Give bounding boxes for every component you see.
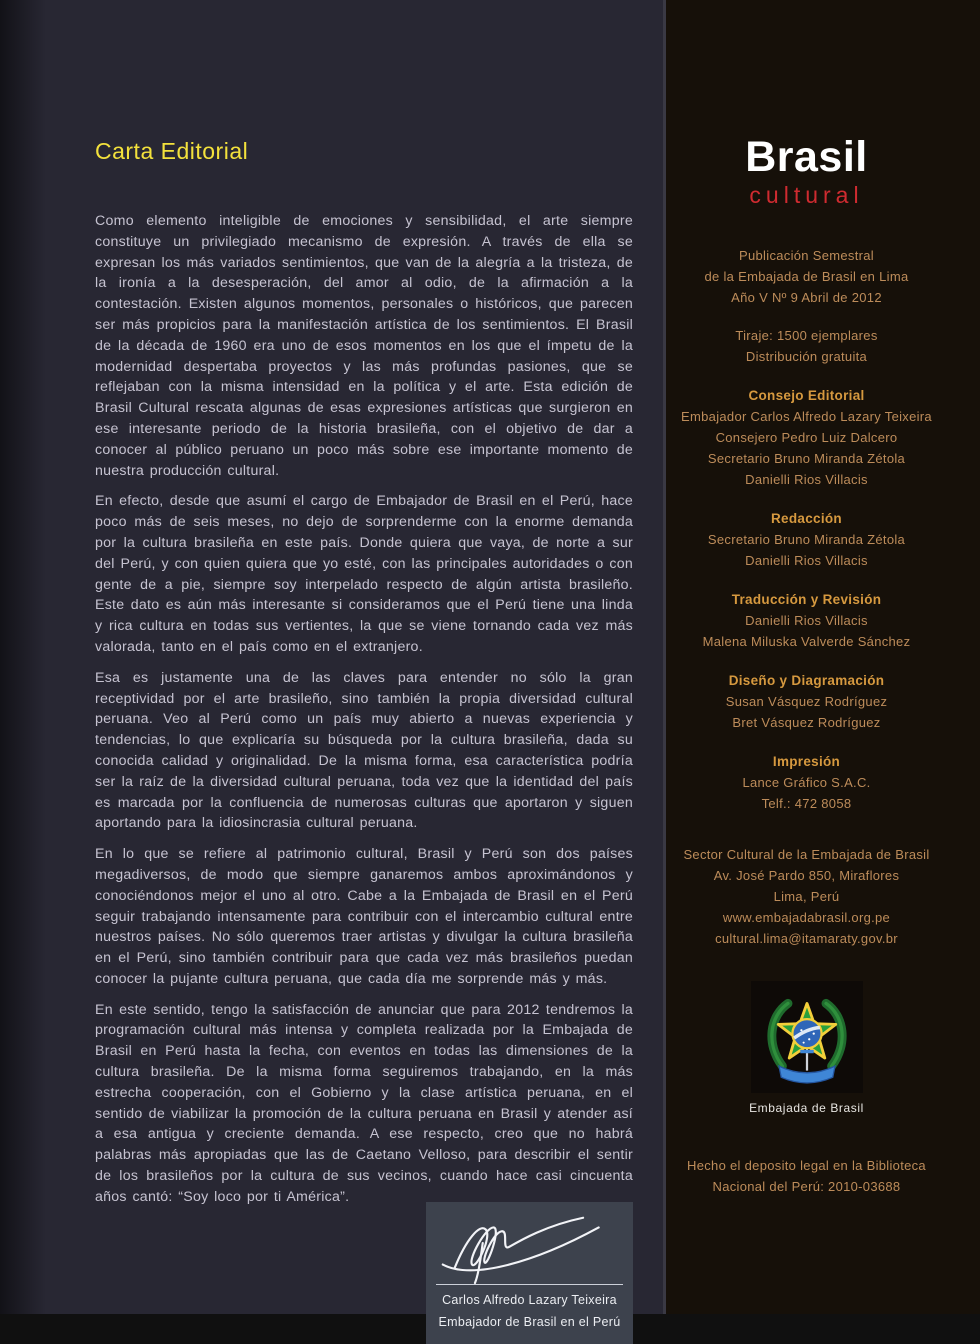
section-heading: Traducción y Revisión [731,592,882,607]
section-traduccion-revision [675,589,938,652]
address-line: Lima, Perú [773,889,840,904]
section-line: Susan Vásquez Rodríguez [725,694,888,709]
brand-logo [675,133,938,209]
signature-box [426,1202,633,1344]
website-link[interactable]: www.embajadabrasil.org.pe [722,910,891,925]
editorial-paragraph: En efecto, desde que asumí el cargo de Embajador de Brasil en el Perú, hace poco más de seis meses, no dejo de sorprenderme con la enorme demanda por la cultura brasileña en este país. Donde quiera que vaya, de norte a sur del Perú, y con quien quiera que yo esté, con las principales autoridades o con gente de a pie, siempre soy interpelado respecto de algún artista brasileño. Este dato es aún más interesante si consideramos que el Perú tiene una linda y rica cultura en todas sus vertientes, la que se viene tornando cada vez más valorada, tanto en el país como en el extranjero. [95,493,633,655]
section-line: Danielli Rios Villacis [745,613,868,628]
print-run-line: Distribución gratuita [745,349,868,364]
section-line: Consejero Pedro Luiz Dalcero [715,430,898,445]
address-line: Av. José Pardo 850, Miraflores [713,868,900,883]
legal-deposit [675,1155,938,1197]
editorial-paragraph: Como elemento inteligible de emociones y sensibilidad, el arte siempre constituye un privilegiado mecanismo de expresión. A través de ella se expresan los más variados sentimientos, que van de la alegría a la tristeza, de la ironía a la desesperación, del amor al odio, de la afirmación a la contestación. Existen algunos momentos, personales o históricos, que parecen ser más propicios para la manifestación artística de los sentimientos. El Brasil de la década de 1960 era uno de esos momentos en los que el ímpetu de la modernidad despertaba proyectos y las más profundas pasiones, que se reflejaban con la misma intensidad en la política y el arte. Esta edición de Brasil Cultural rescata algunas de esas expresiones artísticas que surgieron en ese interesante periodo de la historia brasileña, con el objetivo de dar a conocer al público peruano un poco más sobre ese importante momento de nuestra producción cultural. [95,213,633,479]
publication-info-line: Publicación Semestral [739,248,874,263]
section-redaccion [675,508,938,571]
legal-line: Nacional del Perú: 2010-03688 [712,1179,901,1194]
editorial-body [95,211,633,1208]
publication-info-line: Año V Nº 9 Abril de 2012 [731,290,882,305]
brand-logo-text: Brasil [745,133,868,181]
address-line: Sector Cultural de la Embajada de Brasil [683,847,930,862]
editorial-paragraph: En lo que se refiere al patrimonio cultural, Brasil y Perú son dos países megadiversos, de modo que siempre ganaremos ambos aproximándonos y conociéndonos mejor el uno al otro. Cabe a la Embajada de Brasil en el Perú seguir trabajando intensamente para contribuir con el intercambio cultural entre nuestros países. No sólo queremos traer artistas y divulgar la cultura brasileña en el Perú, sino también contribuir para que cada vez más brasileños puedan conocer la pujante cultura peruana, que cada día me sorprende más y más. [95,846,633,987]
left-edge-shadow [0,0,46,1314]
editorial-paragraph: En este sentido, tengo la satisfacción de anunciar que para 2012 tendremos la programación cultural más intensa y completa realizada por la Embajada de Brasil en Perú hasta la fecha, con eventos en todas las dimensiones de la cultura brasileña. De la misma forma seguiremos trabajando, en la más estrecha cooperación, con el Gobierno y la clase artística peruana, en el sentido de viabilizar la promoción de la cultura peruana en Brasil y atender así a esa antigua y creciente demanda. A ese respecto, creo que no habrá palabras más apropiadas que las de Caetano Velloso, para describir el sentir de los brasileños por la cultura de sus vecinos, cuando hace casi cincuenta años cantó: “Soy loco por ti América”. [95,1001,633,1205]
section-heading: Consejo Editorial [748,388,865,403]
section-line: Telf.: 472 8058 [761,796,852,811]
section-heading: Redacción [771,511,842,526]
editorial-paragraph: Esa es justamente una de las claves para entender no sólo la gran receptividad por el arte brasileño, sino también la propia diversidad cultural peruana. Veo al Perú como un país muy abierto a nuevas experiencia y tendencias, lo que explicaría su búsqueda por la cultura brasileña, dada su conocida calidad y originalidad. De la misma forma, esa característica podría ser la raíz de la diversidad cultural peruana, toda vez que la identidad del país es marcada por la confluencia de numerosas culturas que aportaron y siguen aportando para la idiosincrasia cultural peruana. [95,669,633,832]
section-diseno-diagramacion [675,670,938,733]
section-line: Danielli Rios Villacis [745,472,868,487]
section-line: Bret Vásquez Rodríguez [732,715,881,730]
section-line: Lance Gráfico S.A.C. [742,775,871,790]
section-heading: Impresión [772,754,841,769]
brazil-coat-of-arms-icon [751,981,863,1093]
signature-name: Carlos Alfredo Lazary Teixeira [442,1292,617,1307]
section-line: Danielli Rios Villacis [745,553,868,568]
brand-logo-subtext: cultural [749,182,864,208]
signature-rule [436,1284,623,1285]
section-impresion [675,751,938,814]
email-link[interactable]: cultural.lima@itamaraty.gov.br [715,931,898,946]
signature-icon [436,1208,623,1284]
section-consejo-editorial [675,385,938,490]
section-line: Malena Miluska Valverde Sánchez [702,634,911,649]
section-line: Secretario Bruno Miranda Zétola [707,451,906,466]
section-line: Secretario Bruno Miranda Zétola [707,532,906,547]
page-title: Carta Editorial [95,138,249,164]
emblem-caption: Embajada de Brasil [749,1101,864,1115]
print-run-line: Tiraje: 1500 ejemplares [735,328,878,343]
publication-info [675,245,938,308]
signature-block [95,1202,633,1344]
legal-line: Hecho el deposito legal en la Biblioteca [687,1158,926,1173]
emblem-block [675,981,938,1093]
panel-divider [663,0,666,1314]
section-line: Embajador Carlos Alfredo Lazary Teixeira [681,409,932,424]
embassy-address [675,844,938,949]
publication-info-line: de la Embajada de Brasil en Lima [704,269,909,284]
signature-role: Embajador de Brasil en el Perú [438,1314,621,1329]
section-heading: Diseño y Diagramación [728,673,885,688]
masthead-panel [663,0,980,1314]
print-run-info [675,325,938,367]
